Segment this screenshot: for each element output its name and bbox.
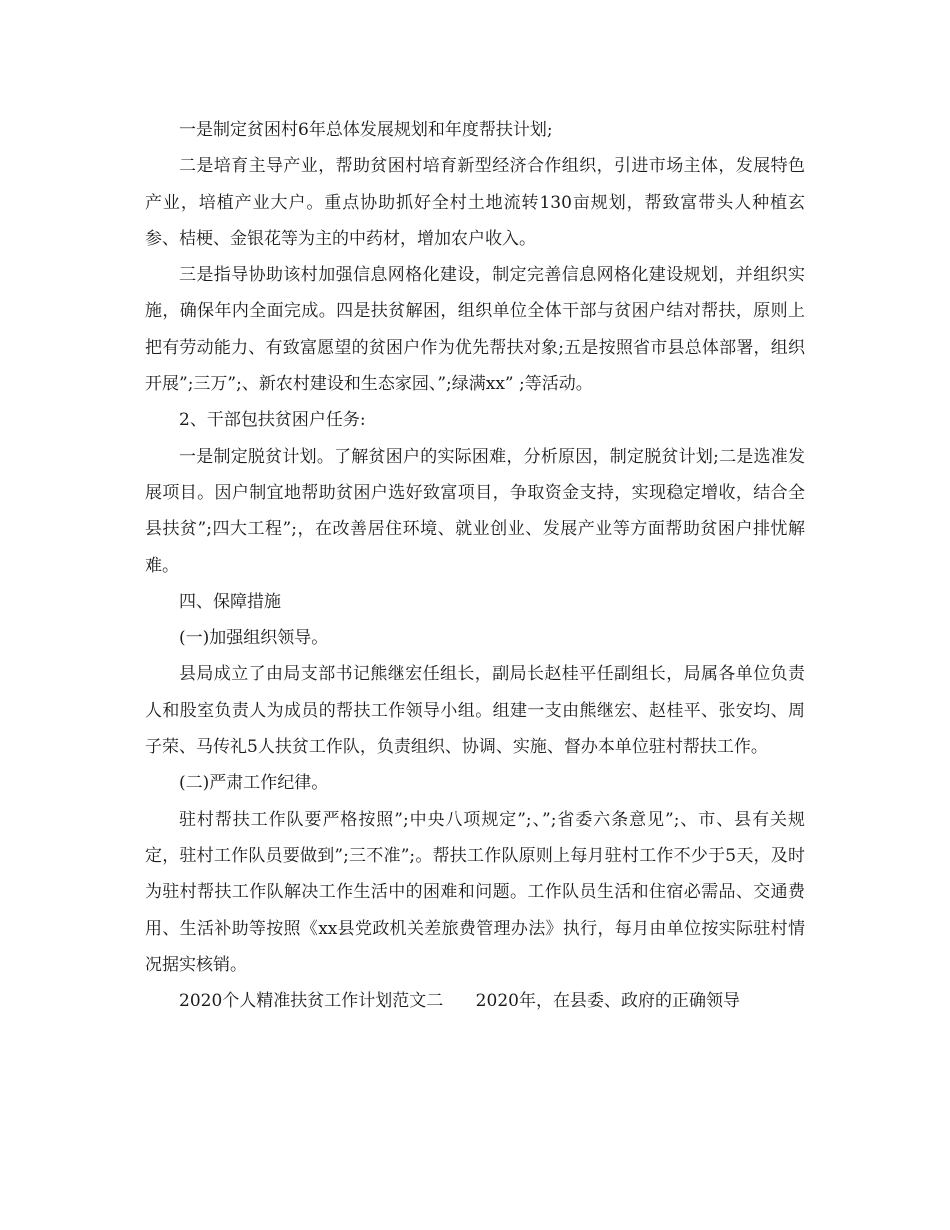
document-body [145, 112, 805, 1019]
footer-line: 2020个人精准扶贫工作计划范文二 2020年，在县委、政府的正确领导 [179, 991, 740, 1012]
paragraph-discipline: 驻村帮扶工作队要严格按照”;中央八项规定”;、”;省委六条意见”;、市、县有关规定，驻村工作队员要做到”;三不准”;。帮扶工作队原则上每月驻村工作不少于5天，及时为驻村帮扶工作队解决工作生活中的困难和问题。工作队员生活和住宿必需品、交通费用、生活补助等按照《xx县党政机关差旅费管理办法》执行，每月由单位按实际驻村情况据实核销。 [145, 809, 805, 975]
subheading-leadership: (一)加强组织领导。 [179, 628, 329, 649]
paragraph-grid-building: 三是指导协助该村加强信息网格化建设，制定完善信息网格化建设规划，并组织实施，确保年内全面完成。四是扶贫解困，组织单位全体干部与贫困户结对帮扶，原则上把有劳动能力、有致富愿望的贫困户作为优先帮扶对象;五是按照省市县总体部署，组织开展”;三万”;、新农村建设和生态家园、”;绿满xx” ;等活动。 [145, 265, 805, 395]
paragraph-industry: 二是培育主导产业，帮助贫困村培育新型经济合作组织，引进市场主体，发展特色产业，培植产业大户。重点协助抓好全村土地流转130亩规划，帮致富带头人种植玄参、桔梗、金银花等为主的中药材，增加农户收入。 [145, 156, 805, 249]
section-heading-guarantees: 四、保障措施 [179, 591, 281, 612]
subheading-discipline: (二)严肃工作纪律。 [179, 773, 329, 794]
paragraph-plan: 一是制定贫困村6年总体发展规划和年度帮扶计划; [179, 120, 553, 140]
paragraph-leadership-group: 县局成立了由局支部书记熊继宏任组长，副局长赵桂平任副组长，局属各单位负责人和股室负责人为成员的帮扶工作领导小组。组建一支由熊继宏、赵桂平、张安均、周子荣、马传礼5人扶贫工作队，负责组织、协调、实施、督办本单位驻村帮扶工作。 [145, 664, 805, 758]
paragraph-cadre-task-heading: 2、干部包扶贫困户任务: [179, 410, 366, 431]
paragraph-poverty-plan: 一是制定脱贫计划。了解贫困户的实际困难，分析原因，制定脱贫计划;二是选准发展项目。因户制宜地帮助贫困户选好致富项目，争取资金支持，实现稳定增收，结合全县扶贫”;四大工程”;，在改善居住环境、就业创业、发展产业等方面帮助贫困户排忧解难。 [145, 446, 805, 576]
